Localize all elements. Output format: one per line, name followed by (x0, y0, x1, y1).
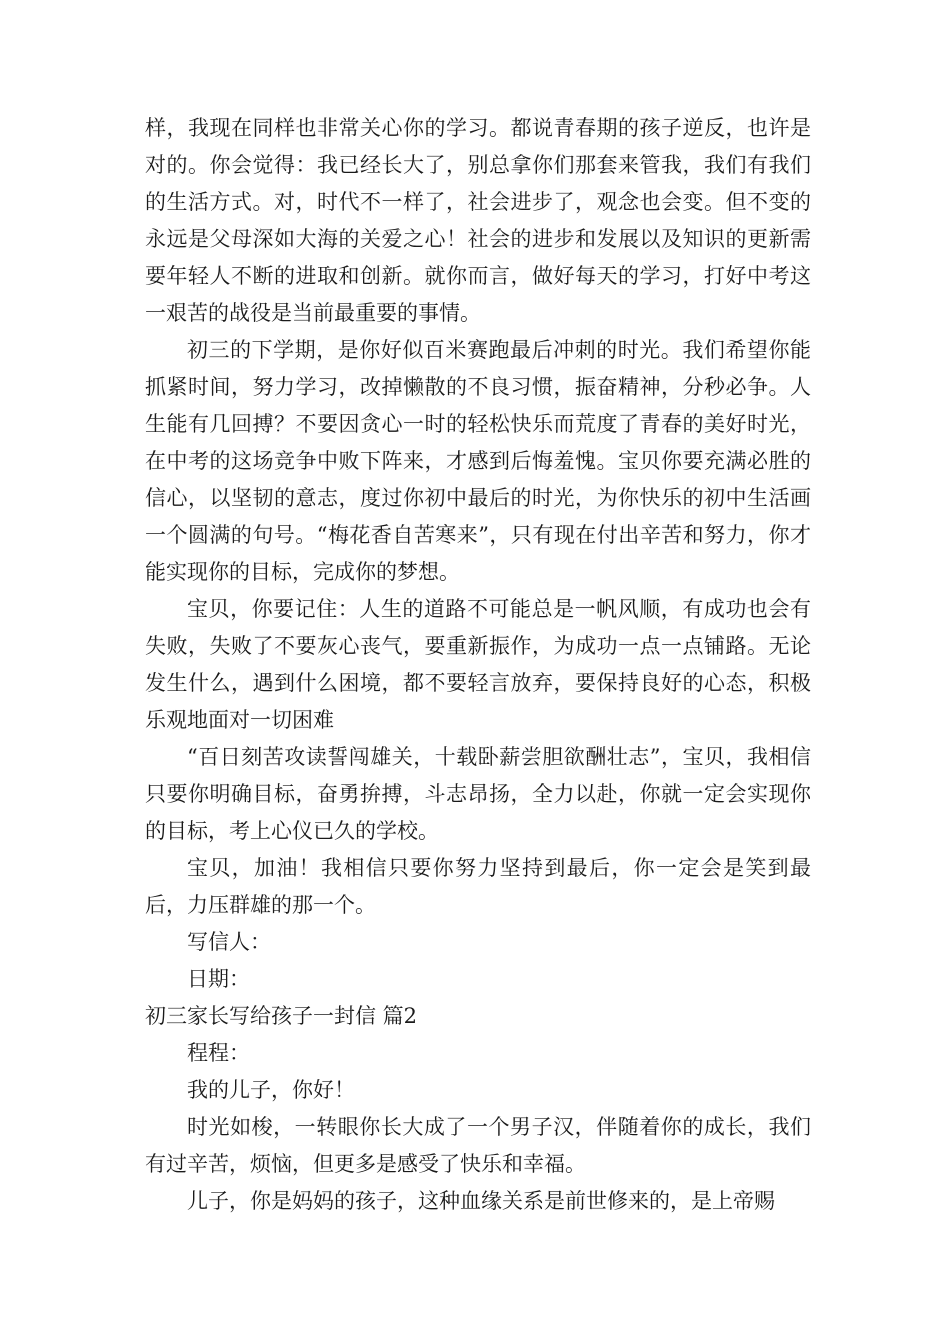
paragraph: 儿子，你是妈妈的孩子，这种血缘关系是前世修来的，是上帝赐 (187, 1189, 775, 1213)
paragraph: “百日刻苦攻读誓闯雄关，十载卧薪尝胆欲酬壮志”，宝贝，我相信只要你明确目标，奋勇拚搏，斗志昂扬，全力以赴，你就一定会实现你的目标，考上心仪已久的学校。 (145, 745, 811, 843)
section-heading: 初三家长写给孩子一封信 篇2 (145, 1004, 418, 1028)
paragraph: 宝贝，你要记住：人生的道路不可能总是一帆风顺，有成功也会有失败，失败了不要灰心丧气，要重新振作，为成功一点一点铺路。无论发生什么，遇到什么困境，都不要轻言放弃，要保持良好的心态，积极乐观地面对一切困难 (145, 597, 811, 732)
paragraph: 样，我现在同样也非常关心你的学习。都说青春期的孩子逆反，也许是对的。你会觉得：我已经长大了，别总拿你们那套来管我，我们有我们的生活方式。对，时代不一样了，社会进步了，观念也会变。但不变的永远是父母深如大海的关爱之心！社会的进步和发展以及知识的更新需要年轻人不断的进取和创新。就你而言，做好每天的学习，打好中考这一艰苦的战役是当前最重要的事情。 (145, 116, 811, 325)
greeting: 我的儿子，你好！ (187, 1078, 355, 1102)
paragraph: 初三的下学期，是你好似百米赛跑最后冲刺的时光。我们希望你能抓紧时间，努力学习，改掉懒散的不良习惯，振奋精神，分秒必争。人生能有几回搏？不要因贪心一时的轻松快乐而荒度了青春的美好时光，在中考的这场竞争中败下阵来，才感到后悔羞愧。宝贝你要充满必胜的信心，以坚韧的意志，度过你初中最后的时光，为你快乐的初中生活画一个圆满的句号。“梅花香自苦寒来”，只有现在付出辛苦和努力，你才能实现你的目标，完成你的梦想。 (145, 338, 811, 584)
letter-body (145, 110, 811, 1220)
paragraph: 宝贝，加油！我相信只要你努力坚持到最后，你一定会是笑到最后，力压群雄的那一个。 (145, 856, 811, 917)
paragraph: 时光如梭，一转眼你长大成了一个男子汉，伴随着你的成长，我们有过辛苦，烦恼，但更多是感受了快乐和幸福。 (145, 1115, 811, 1176)
signature-writer: 写信人： (187, 930, 271, 954)
salutation-name: 程程： (187, 1041, 250, 1065)
signature-date: 日期： (187, 967, 250, 991)
